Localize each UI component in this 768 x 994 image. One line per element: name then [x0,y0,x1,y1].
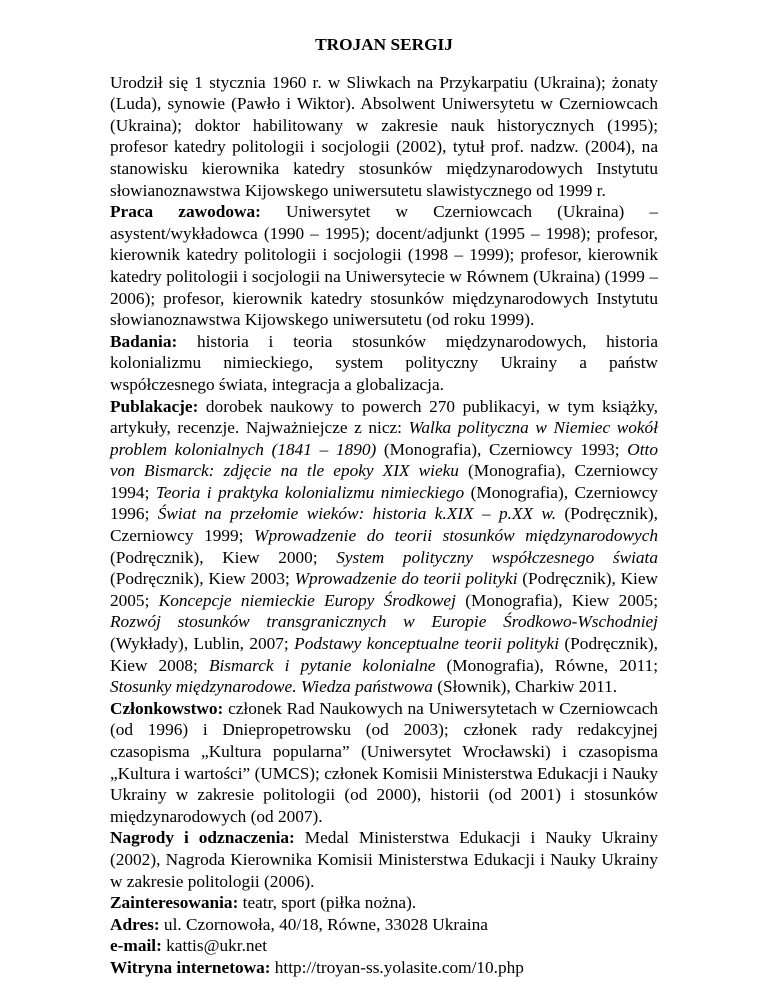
research-label: Badania: [110,331,178,351]
publication-title: Świat na przełomie wieków: historia k.XIX – p.XX w. [157,504,557,524]
publications-intro: dorobek naukowy to powerch 270 publikacyi, w tym książky, artykuły, recenzje. Najważniejcze z nicz: [110,396,658,438]
membership-paragraph [110,698,658,828]
research-paragraph [110,331,658,396]
publication-details: (Monografia), Równe, 2011; [435,655,659,675]
publication-title: Otto von Bismarck: zdjęcie na tle epoky XIX wieku [110,439,658,481]
membership-text: członek Rad Naukowych na Uniwersytetach w Czerniowcach (od 1996) i Dniepropetrowsku (od 2003); członek rady redakcyjnej czasopisma „Kultura popularna” (Uniwersytet Wrocławski) i czasopisma „Kultura i wartości” (UMCS); członek Komisii Ministerstwa Edukacji i Nauky Ukrainy w zakresie politologii (od 2000), historii (od 2001) i stosunków międzynarodowych (od 2007). [110,698,658,826]
interests-paragraph [110,892,658,914]
publication-title: Podstawy konceptualne teorii polityki [294,634,560,654]
career-label: Praca zawodowa: [110,202,261,222]
document-page [110,34,658,979]
career-text: Uniwersytet w Czerniowcach (Ukraina) – asystent/wykładowca (1990 – 1995); docent/adjunkt (1995 – 1998); profesor, kierownik katedry politologii i socjologii (1998 – 1999); profesor, kierownik katedry politologii i socjologii na Uniwersytecie w Równem (Ukraina) (1999 – 2006); profesor, kierownik katedry stosunków międzynarodowych Instytutu słowianoznawstwa Kijowskego uniwersutetu (od roku 1999). [110,202,658,330]
publications-label: Publakacje: [110,396,199,416]
publication-details: (Monografia), Czerniowcy 1993; [376,439,628,459]
career-paragraph [110,201,658,331]
publication-title: Walka polityczna w Niemiec wokół problem kolonialnych (1841 – 1890) [110,418,658,459]
publication-title: Stosunky międzynarodowe. Wiedza państwowa [110,677,433,697]
page-title: TROJAN SERGIJ [315,35,453,54]
publication-title: Rozwój stosunków transgranicznych w Europie Środkowo-Wschodniej [110,612,658,632]
awards-label: Nagrody i odznaczenia: [110,828,295,848]
website-label: Witryna internetowa: [110,957,271,977]
email-label: e-mail: [110,936,162,956]
publications-paragraph [110,396,658,698]
publication-title: Wprowadzenie do teorii polityki [294,569,518,589]
publication-title: Bismarck i pytanie kolonialne [208,655,436,675]
publication-details: (Podręcznik), Czerniowcy 1999; [110,504,658,546]
publication-details: (Podręcznik), Kiew 2000; [110,547,337,567]
publication-title: System polityczny współczesnego świata [336,547,658,567]
publication-details: (Podręcznik), Kiew 2008; [110,634,659,675]
website-paragraph [110,957,658,979]
address-text: ul. Czornowoła, 40/18, Równe, 33028 Ukraina [159,914,488,934]
publication-details: (Wykłady), Lublin, 2007; [110,634,295,654]
bio-paragraph: Urodził się 1 stycznia 1960 r. w Sliwkach na Przykarpatiu (Ukraina); żonaty (Luda), synowie (Pawło i Wiktor). Absolwent Uniwersytetu w Czerniowcach (Ukraina); doktor habilitowany w zakresie nauk historycznych (1995); profesor katedry politologii i socjologii (2002), tytuł prof. nadzw. (2004), na stanowisku kierownika katedry stosunków międzynarodowych Instytutu słowianoznawstwa Kijowskego uniwersutetu slawistycznego od 1999 r. [110,72,658,200]
publication-details: (Podręcznik), Kiew 2003; [110,569,295,589]
awards-paragraph [110,827,658,892]
email-paragraph [110,935,658,957]
address-paragraph [110,914,658,936]
address-label: Adres: [110,914,160,934]
publication-details: (Monografia), Czerniowcy 1994; [110,461,659,502]
email-address: kattis@ukr.net [161,936,268,956]
interests-label: Zainteresowania: [110,893,239,913]
publication-details: (Podręcznik), Kiew 2005; [110,569,658,610]
membership-label: Członkowstwo: [110,698,224,718]
website-url: http://troyan-ss.yolasite.com/10.php [270,957,524,977]
publication-details: (Monografia), Kiew 2005; [455,590,658,610]
interests-text: teatr, sport (piłka nożna). [238,893,417,913]
publication-details: (Słownik), Charkiw 2011. [432,677,618,697]
publication-details: (Monografia), Czerniowcy 1996; [110,482,659,524]
publication-title: Koncepcje niemieckie Europy Środkowej [158,590,456,610]
research-text: historia i teoria stosunków międzynarodowych, historia kolonializmu nimieckiego, system polityczny Ukrainy a państw współczesnego świata, integracja a globalizacja. [110,331,658,394]
publication-title: Teoria i praktyka kolonializmu nimieckiego [155,482,465,502]
awards-text: Medal Ministerstwa Edukacji i Nauky Ukrainy (2002), Nagroda Kierownika Komisii Ministerstwa Edukacji i Nauky Ukrainy w zakresie politologii (2006). [110,828,658,891]
publication-title: Wprowadzenie do teorii stosunków międzynarodowych [254,526,659,546]
